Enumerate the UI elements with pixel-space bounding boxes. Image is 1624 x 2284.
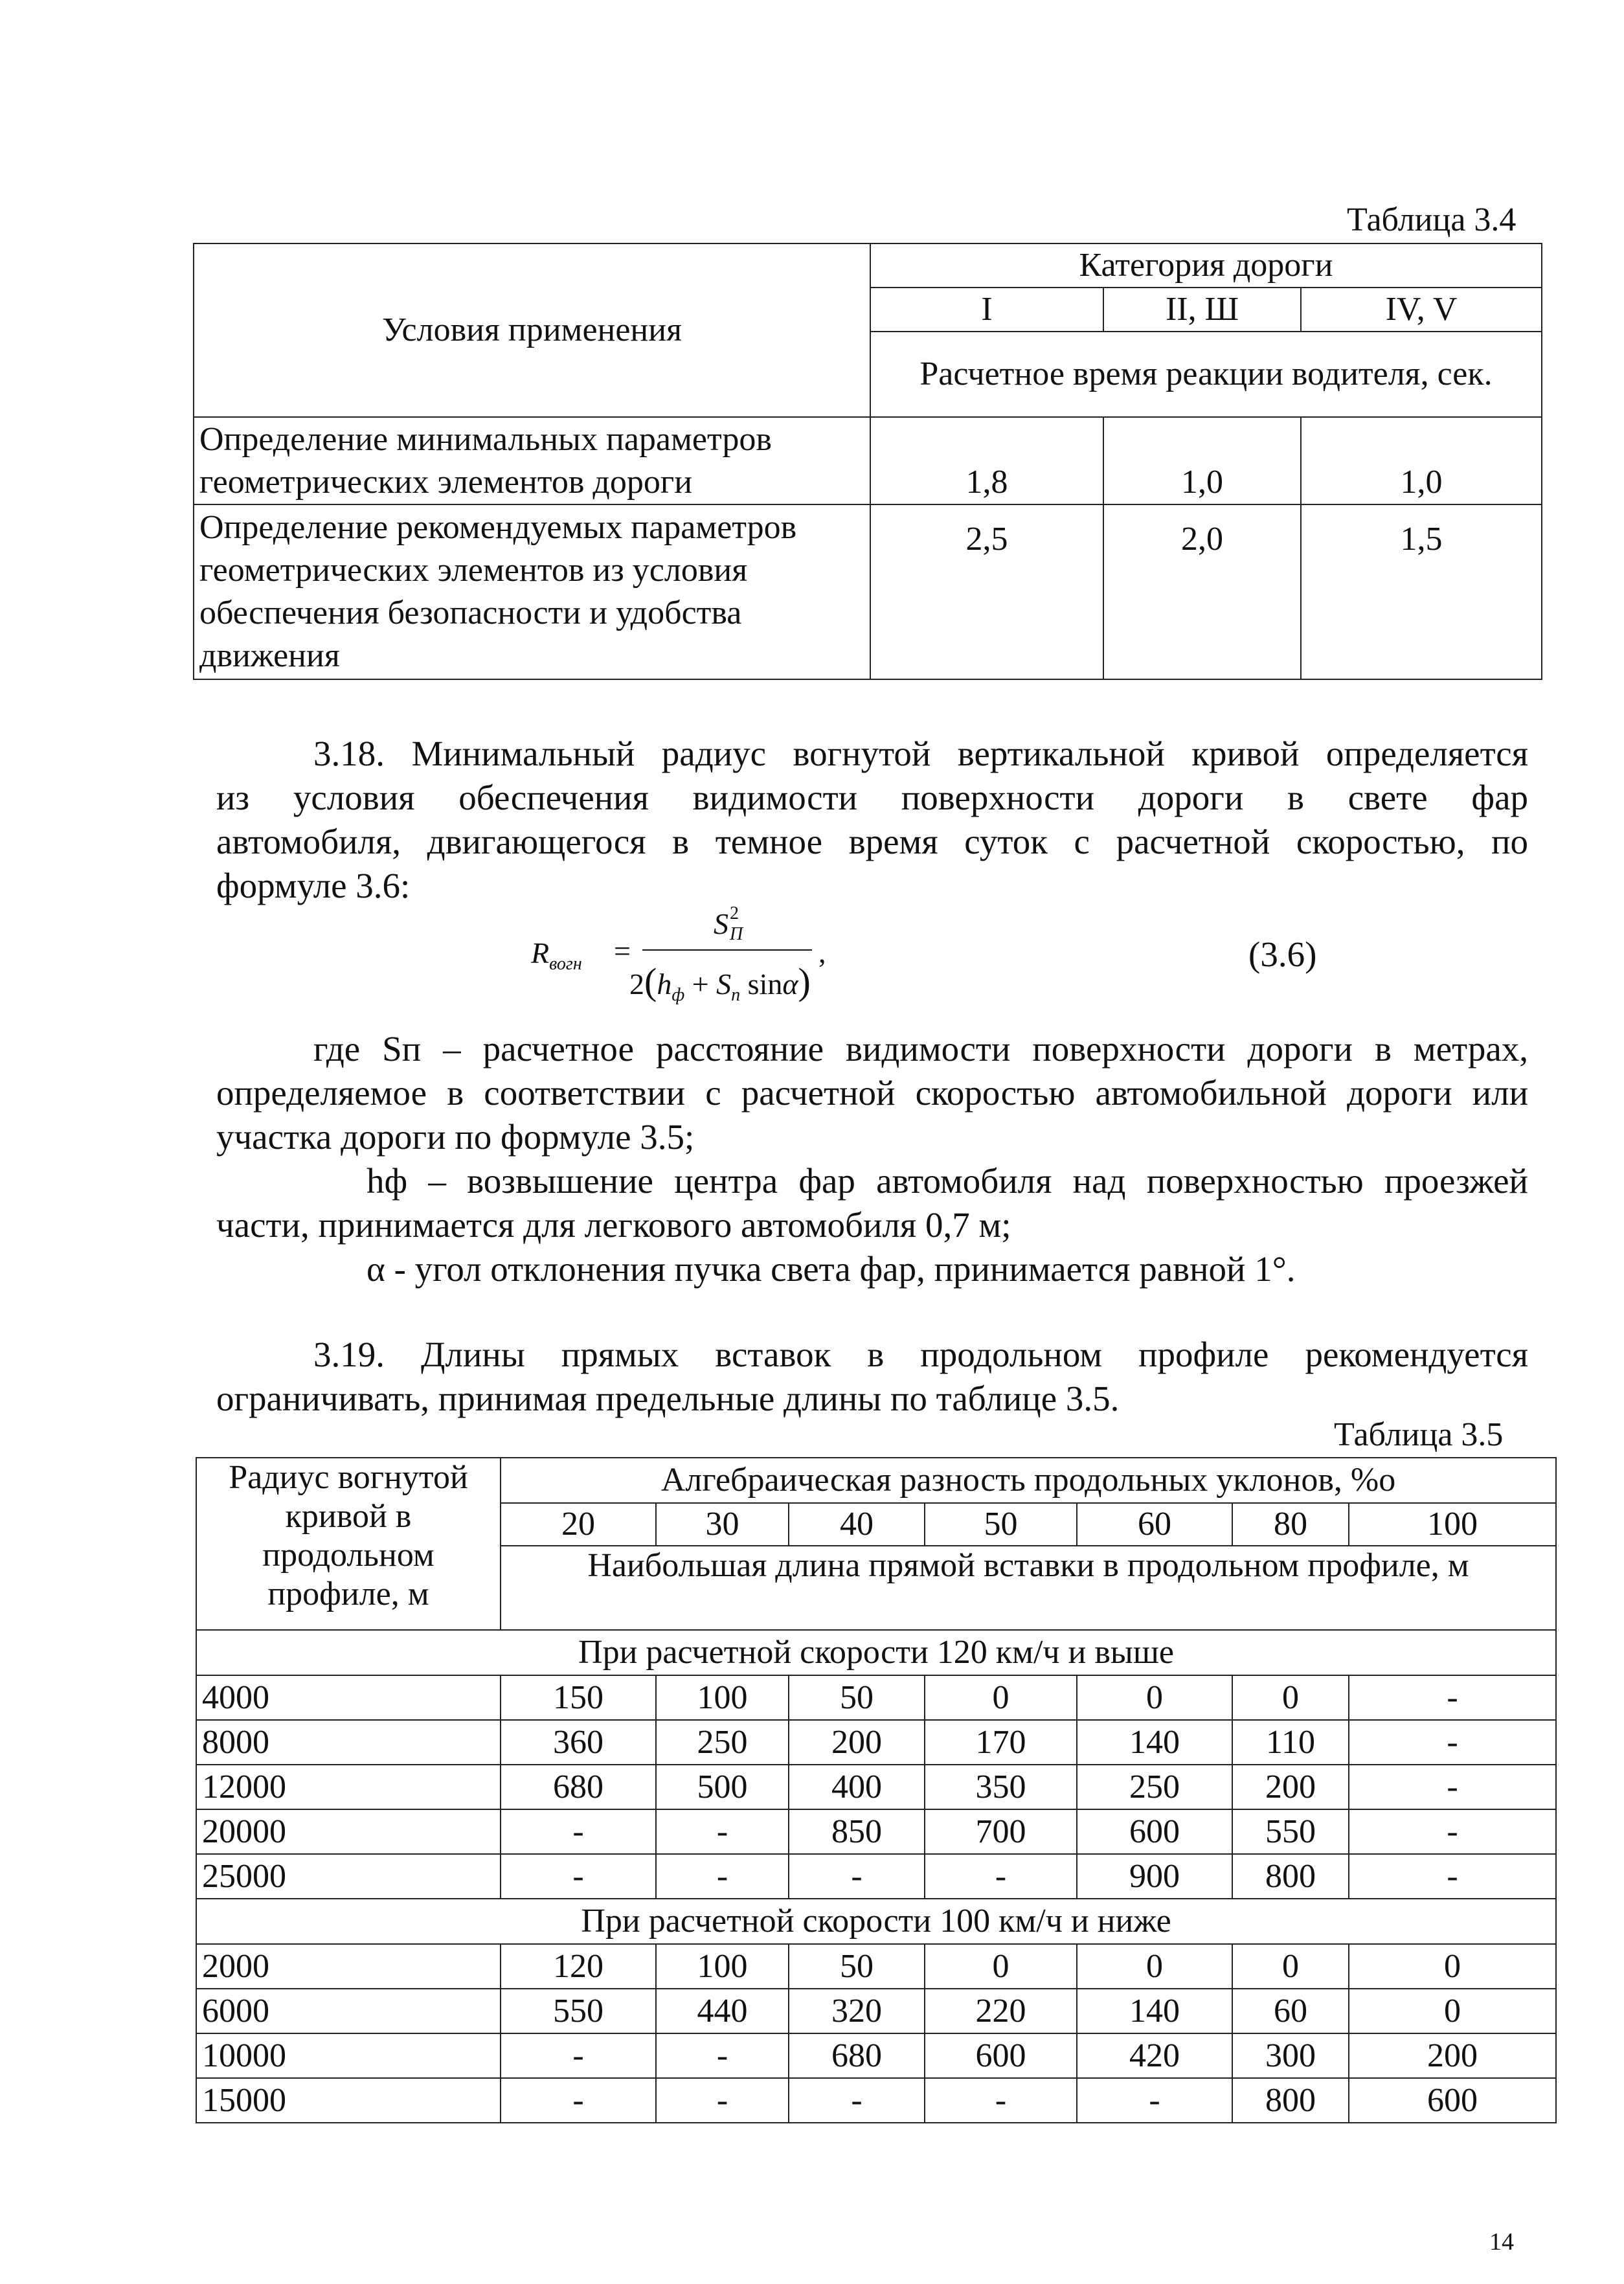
length-cell: 800 [1232, 1854, 1349, 1899]
text-line: ограничивать, принимая предельные длины по таблице 3.5. [216, 1379, 1120, 1418]
grade-header: 100 [1349, 1503, 1556, 1546]
table-row [196, 1809, 1556, 1854]
length-cell: 200 [789, 1720, 925, 1765]
length-cell: 50 [789, 1944, 925, 1989]
length-cell: - [925, 2078, 1077, 2123]
length-cell: 140 [1077, 1989, 1232, 2033]
formula-num-sup: 2 [730, 903, 739, 923]
length-cell: - [656, 1854, 789, 1899]
formula-num: S [714, 907, 728, 940]
text-line: α - угол отклонения пучка света фар, принимается равной 1°. [367, 1249, 1296, 1289]
length-cell: - [501, 1809, 656, 1854]
length-cell: 420 [1077, 2033, 1232, 2078]
length-cell: - [656, 2033, 789, 2078]
formula-den-s-sub: п [731, 985, 741, 1006]
length-cell: - [1349, 1675, 1556, 1720]
length-cell: 250 [1077, 1765, 1232, 1809]
text-line: из условия обеспечения видимости поверхности дороги в свете фар [216, 778, 1528, 817]
length-cell: 0 [925, 1675, 1077, 1720]
radius-cell: 6000 [196, 1989, 501, 2033]
text-line: части, принимается для легкового автомобиля 0,7 м; [216, 1205, 1011, 1245]
length-cell: - [501, 2033, 656, 2078]
length-cell: 0 [925, 1944, 1077, 1989]
length-cell: 140 [1077, 1720, 1232, 1765]
max-length-header: Наибольшая длина прямой вставки в продольном профиле, м [501, 1546, 1556, 1630]
length-cell: 100 [656, 1675, 789, 1720]
text-line: участка дороги по формуле 3.5; [216, 1117, 695, 1157]
length-cell: 0 [1232, 1675, 1349, 1720]
length-cell: 350 [925, 1765, 1077, 1809]
text-line: автомобиля, двигающегося в темное время суток с расчетной скоростью, по [216, 822, 1528, 861]
length-cell: - [1349, 1854, 1556, 1899]
length-cell: - [501, 1854, 656, 1899]
length-cell: 60 [1232, 1989, 1349, 2033]
length-cell: - [501, 2078, 656, 2123]
table-row [196, 1989, 1556, 2033]
formula-den-plus: + [692, 967, 709, 1001]
table-cell: 1,0 [1103, 417, 1301, 504]
table-row [196, 2033, 1556, 2078]
length-cell: 400 [789, 1765, 925, 1809]
reaction-time-header: Расчетное время реакции водителя, сек. [870, 332, 1542, 417]
table-cell: 1,8 [870, 417, 1103, 504]
grade-header: 50 [925, 1503, 1077, 1546]
radius-cell: 25000 [196, 1854, 501, 1899]
category-header: Категория дороги [870, 243, 1542, 288]
grade-header: 40 [789, 1503, 925, 1546]
table-cell: 1,0 [1301, 417, 1542, 504]
length-cell: - [656, 2078, 789, 2123]
radius-cell: 20000 [196, 1809, 501, 1854]
table-row [196, 1720, 1556, 1765]
table-3-5 [196, 1457, 1557, 2123]
table-cell: 1,5 [1301, 504, 1542, 679]
length-cell: 220 [925, 1989, 1077, 2033]
length-cell: 320 [789, 1989, 925, 2033]
length-cell: 700 [925, 1809, 1077, 1854]
formula-den-alpha: α [782, 967, 798, 1001]
length-cell: - [1077, 2078, 1232, 2123]
length-cell: - [789, 1854, 925, 1899]
category-1: I [870, 288, 1103, 332]
length-cell: 440 [656, 1989, 789, 2033]
length-cell: 170 [925, 1720, 1077, 1765]
text-line: hф – возвышение центра фар автомобиля над поверхностью проезжей [367, 1161, 1528, 1201]
length-cell: 360 [501, 1720, 656, 1765]
length-cell: 850 [789, 1809, 925, 1854]
radius-cell: 12000 [196, 1765, 501, 1809]
radius-cell: 15000 [196, 2078, 501, 2123]
formula-den-sin: sin [747, 967, 783, 1001]
table-row [196, 1854, 1556, 1899]
radius-header: Радиус вогнутой кривой в продольном профиле, м [196, 1458, 501, 1630]
length-cell: 120 [501, 1944, 656, 1989]
table-3-4-caption: Таблица 3.4 [1347, 201, 1517, 238]
length-cell: 110 [1232, 1720, 1349, 1765]
paragraph-3-19 [216, 1333, 1528, 1421]
length-cell: 0 [1349, 1989, 1556, 2033]
section-header-100: При расчетной скорости 100 км/ч и ниже [196, 1899, 1556, 1944]
paragraph-3-18 [216, 732, 1528, 908]
table-row [196, 1944, 1556, 1989]
length-cell: 550 [501, 1989, 656, 2033]
length-cell: 600 [1077, 1809, 1232, 1854]
length-cell: 680 [789, 2033, 925, 2078]
formula-lhs-sub: вогн [549, 954, 582, 975]
length-cell: 800 [1232, 2078, 1349, 2123]
text-line: 3.19. Длины прямых вставок в продольном профиле рекомендуется [313, 1335, 1528, 1374]
length-cell: 100 [656, 1944, 789, 1989]
formula-num-sub: П [730, 924, 743, 944]
grade-header: 20 [501, 1503, 656, 1546]
length-cell: 680 [501, 1765, 656, 1809]
formula-den-h: h [657, 967, 672, 1001]
page-number: 14 [1489, 2228, 1514, 2256]
length-cell: - [1349, 1765, 1556, 1809]
formula-den-s: S [716, 967, 732, 1001]
length-cell: 50 [789, 1675, 925, 1720]
length-cell: 0 [1232, 1944, 1349, 1989]
algebraic-header: Алгебраическая разность продольных уклонов, %о [501, 1458, 1556, 1503]
text-line: где Sп – расчетное расстояние видимости поверхности дороги в метрах, [313, 1029, 1528, 1069]
category-3: IV, V [1301, 288, 1542, 332]
length-cell: - [789, 2078, 925, 2123]
length-cell: 600 [1349, 2078, 1556, 2123]
row-label: Определение минимальных параметров геометрических элементов дороги [194, 417, 870, 504]
radius-cell: 2000 [196, 1944, 501, 1989]
category-2: II, Ш [1103, 288, 1301, 332]
length-cell: 600 [925, 2033, 1077, 2078]
conditions-header: Условия применения [194, 243, 870, 417]
table-3-4 [193, 243, 1542, 680]
length-cell: - [1349, 1809, 1556, 1854]
table-cell: 2,5 [870, 504, 1103, 679]
length-cell: 150 [501, 1675, 656, 1720]
length-cell: 550 [1232, 1809, 1349, 1854]
grade-header: 60 [1077, 1503, 1232, 1546]
formula-den-h-sub: ф [671, 985, 685, 1006]
text-line: 3.18. Минимальный радиус вогнутой вертикальной кривой определяется [313, 734, 1528, 773]
section-header-120: При расчетной скорости 120 км/ч и выше [196, 1630, 1556, 1675]
table-row [196, 1675, 1556, 1720]
radius-cell: 10000 [196, 2033, 501, 2078]
formula-number: (3.6) [1248, 934, 1317, 974]
grade-header: 30 [656, 1503, 789, 1546]
formula-3-6: $R_{вогн}$ = S 2 П , $2(h_ф + S_п$ sinα) (3.6) [531, 903, 1317, 1006]
table-3-5-caption: Таблица 3.5 [1334, 1416, 1504, 1453]
length-cell: 200 [1349, 2033, 1556, 2078]
formula-explanation [216, 1027, 1528, 1291]
table-row [196, 1765, 1556, 1809]
length-cell: 300 [1232, 2033, 1349, 2078]
formula-lhs: R [531, 936, 550, 969]
radius-cell: 4000 [196, 1675, 501, 1720]
row-label: Определение рекомендуемых параметров геометрических элементов из условия обеспечения безопасности и удобства движения [194, 504, 870, 679]
table-cell: 2,0 [1103, 504, 1301, 679]
formula-den-prefix: 2 [629, 967, 644, 1001]
table-row [196, 2078, 1556, 2123]
length-cell: - [656, 1809, 789, 1854]
length-cell: 250 [656, 1720, 789, 1765]
length-cell: 0 [1077, 1675, 1232, 1720]
length-cell: 500 [656, 1765, 789, 1809]
grade-header: 80 [1232, 1503, 1349, 1546]
length-cell: - [925, 1854, 1077, 1899]
length-cell: 900 [1077, 1854, 1232, 1899]
length-cell: 0 [1077, 1944, 1232, 1989]
length-cell: 200 [1232, 1765, 1349, 1809]
fraction-bar [642, 949, 812, 951]
text-line: определяемое в соответствии с расчетной скоростью автомобильной дороги или [216, 1073, 1528, 1113]
radius-cell: 8000 [196, 1720, 501, 1765]
length-cell: - [1349, 1720, 1556, 1765]
text-line: формуле 3.6: [216, 866, 411, 905]
length-cell: 0 [1349, 1944, 1556, 1989]
